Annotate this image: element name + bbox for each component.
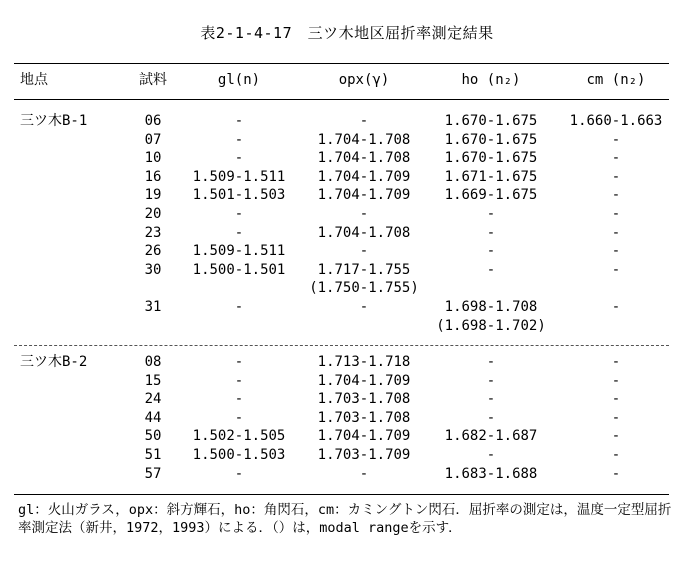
cell-opx: -	[359, 113, 369, 129]
cell-ho: -	[486, 243, 496, 260]
cell-gl: -	[234, 299, 244, 315]
cell-cm: -	[611, 354, 621, 370]
cell-opx: -	[359, 465, 369, 482]
cell-gl: -	[234, 372, 244, 389]
cell-cm: -	[611, 150, 621, 167]
cell-sample: 30	[144, 261, 162, 278]
cell-gl: -	[234, 131, 244, 148]
cell-cm: -	[611, 187, 621, 204]
cell-sample: 31	[144, 299, 162, 315]
cell-ho: -	[486, 224, 496, 241]
cell-gl: 1.501-1.503	[192, 187, 286, 204]
cell-cm: -	[611, 261, 621, 278]
site-label: 三ツ木B-2	[20, 354, 88, 370]
cell-opx: 1.704-1.709	[317, 428, 411, 445]
cell-opx	[300, 317, 428, 336]
top-rule	[14, 63, 669, 64]
cell-ho: -	[486, 354, 496, 370]
header-site: 地点	[20, 72, 48, 88]
cell-ho: -	[486, 391, 496, 408]
cell-ho: 1.669-1.675	[444, 187, 538, 204]
cell-opx: -	[359, 243, 369, 260]
cell-ho: 1.682-1.687	[444, 428, 538, 445]
cell-sample: 26	[144, 243, 162, 260]
cell-opx: 1.704-1.709	[317, 168, 411, 185]
cell-cm: 1.660-1.663	[569, 113, 663, 129]
cell-opx: -	[359, 299, 369, 315]
cell-gl: -	[234, 206, 244, 222]
cell-sample: 57	[144, 465, 162, 482]
footnote: gl：火山ガラス，opx：斜方輝石，ho：角閃石，cm：カミングトン閃石．屈折率の測定は，温度一定型屈折率測定法（新井，1972，1993）による．（）は，modal rangeを示す．	[18, 502, 672, 536]
cell-cm: -	[611, 447, 621, 463]
header-ho: ho (n₂)	[461, 72, 521, 88]
cell-opx: -	[359, 206, 369, 222]
cell-sample: 20	[144, 206, 162, 222]
cell-gl: -	[234, 465, 244, 482]
cell-sample: 51	[144, 447, 162, 463]
cell-gl	[178, 279, 300, 298]
cell-gl: -	[234, 113, 244, 129]
header-cm: cm (n₂)	[586, 72, 646, 88]
cell-cm: -	[611, 465, 621, 482]
cell-cm	[554, 317, 678, 336]
cell-opx: 1.703-1.709	[317, 447, 411, 463]
cell-ho: -	[486, 206, 496, 222]
cell-gl: -	[234, 409, 244, 426]
cell-opx: 1.704-1.709	[317, 372, 411, 389]
header-sample: 試料	[139, 72, 167, 88]
cell-sample: 06	[144, 113, 162, 129]
cell-ho: 1.670-1.675	[444, 131, 538, 148]
cell-opx: 1.704-1.708	[317, 150, 411, 167]
cell-ho: 1.698-1.708	[444, 299, 538, 315]
cell-cm: -	[611, 299, 621, 315]
cell-cm: -	[611, 428, 621, 445]
cell-cm: -	[611, 224, 621, 241]
site-label: 三ツ木B-1	[20, 113, 88, 129]
cell-gl: -	[234, 150, 244, 167]
cell-sample: 44	[144, 409, 162, 426]
cell-cm: -	[611, 391, 621, 408]
cell-ho: (1.698-1.702)	[436, 317, 546, 334]
cell-ho: 1.683-1.688	[444, 465, 538, 482]
cell-sample: 23	[144, 224, 162, 241]
cell-cm: -	[611, 409, 621, 426]
cell-opx: 1.704-1.709	[317, 187, 411, 204]
cell-opx: 1.703-1.708	[317, 391, 411, 408]
cell-gl: 1.500-1.501	[192, 261, 286, 278]
cell-sample	[128, 317, 178, 336]
cell-gl: 1.500-1.503	[192, 447, 286, 463]
header-gl: gl(n)	[217, 72, 261, 88]
cell-sample: 24	[144, 391, 162, 408]
group-separator-rule	[14, 345, 669, 346]
cell-cm: -	[611, 372, 621, 389]
cell-cm: -	[611, 206, 621, 222]
cell-ho	[428, 279, 554, 298]
cell-sample: 10	[144, 150, 162, 167]
cell-sample: 08	[144, 354, 162, 370]
cell-gl: -	[234, 224, 244, 241]
cell-cm: -	[611, 243, 621, 260]
cell-opx: 1.717-1.755	[317, 261, 411, 278]
cell-gl: 1.509-1.511	[192, 168, 286, 185]
cell-sample	[128, 279, 178, 298]
cell-sample: 07	[144, 131, 162, 148]
bottom-rule	[14, 494, 669, 495]
cell-cm: -	[611, 131, 621, 148]
cell-sample: 15	[144, 372, 162, 389]
header-rule	[14, 99, 669, 100]
cell-sample: 19	[144, 187, 162, 204]
cell-gl: 1.502-1.505	[192, 428, 286, 445]
cell-opx: 1.704-1.708	[317, 224, 411, 241]
cell-ho: 1.671-1.675	[444, 168, 538, 185]
page-title: 表2-1-4-17 三ツ木地区屈折率測定結果	[200, 24, 494, 42]
cell-gl: 1.509-1.511	[192, 243, 286, 260]
cell-opx: 1.704-1.708	[317, 131, 411, 148]
cell-sample: 50	[144, 428, 162, 445]
cell-ho: -	[486, 447, 496, 463]
cell-sample: 16	[144, 168, 162, 185]
cell-ho: -	[486, 372, 496, 389]
cell-gl: -	[234, 354, 244, 370]
cell-opx: 1.713-1.718	[317, 354, 411, 370]
cell-ho: -	[486, 409, 496, 426]
cell-gl: -	[234, 391, 244, 408]
cell-opx: 1.703-1.708	[317, 409, 411, 426]
cell-opx: (1.750-1.755)	[309, 280, 419, 297]
cell-ho: -	[486, 261, 496, 278]
cell-gl	[178, 317, 300, 336]
header-opx: opx(γ)	[338, 72, 390, 88]
cell-ho: 1.670-1.675	[444, 150, 538, 167]
cell-cm	[554, 279, 678, 298]
cell-ho: 1.670-1.675	[444, 113, 538, 129]
cell-cm: -	[611, 168, 621, 185]
